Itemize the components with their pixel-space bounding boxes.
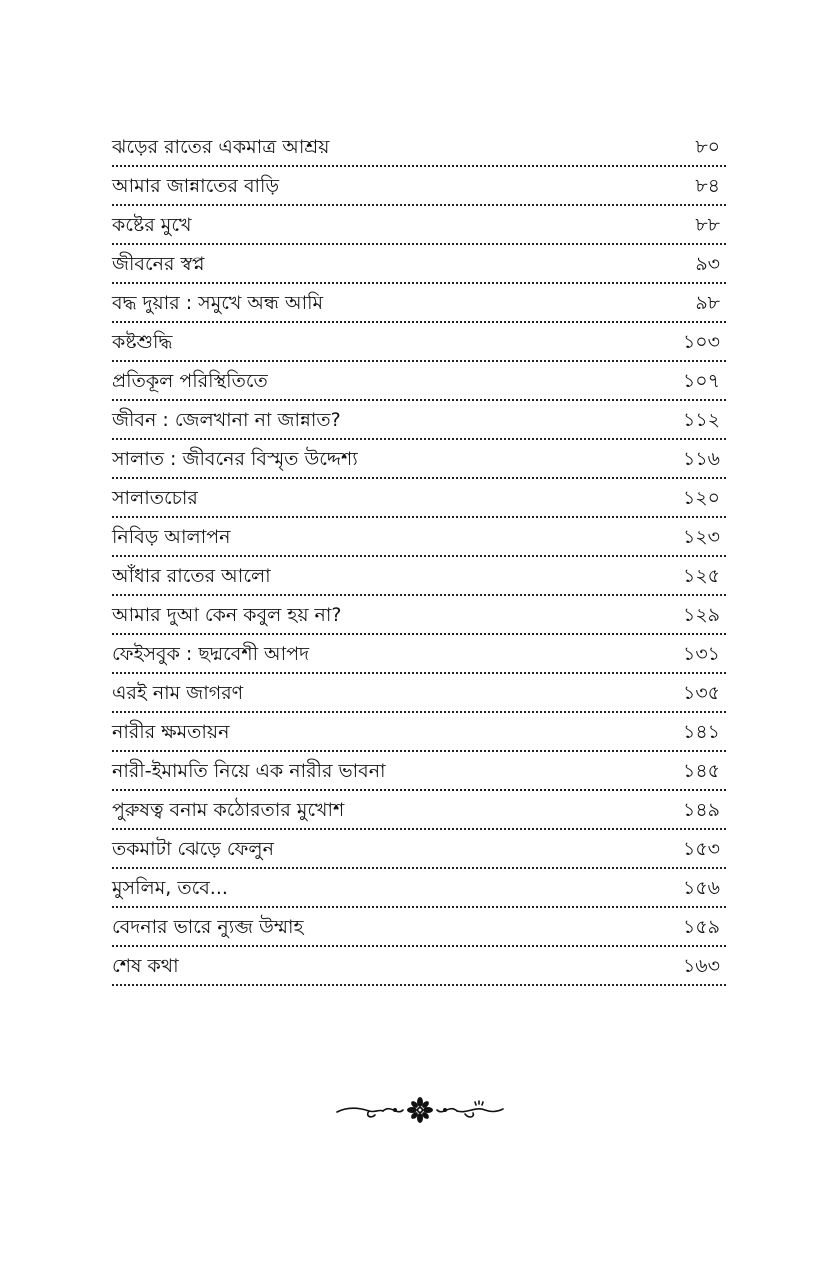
toc-entry-page: ১০৭ bbox=[682, 370, 720, 392]
toc-entry-title: প্রতিকূল পরিস্থিতিতে bbox=[112, 370, 268, 392]
toc-entry-title: সালাতচোর bbox=[112, 487, 198, 509]
toc-entry[interactable] bbox=[112, 947, 726, 986]
toc-entry[interactable] bbox=[112, 713, 726, 752]
toc-entry-title: মুসলিম, তবে... bbox=[112, 877, 228, 899]
toc-entry[interactable] bbox=[112, 323, 726, 362]
toc-entry[interactable] bbox=[112, 557, 726, 596]
toc-entry-page: ১১২ bbox=[682, 409, 720, 431]
toc-entry-title: আমার জান্নাতের বাড়ি bbox=[112, 175, 280, 197]
toc-entry[interactable] bbox=[112, 908, 726, 947]
toc-entry-title: নারীর ক্ষমতায়ন bbox=[112, 721, 230, 743]
toc-entry-page: ১৬৩ bbox=[682, 955, 720, 977]
toc-entry-title: জীবন : জেলখানা না জান্নাত? bbox=[112, 409, 341, 431]
toc-entry-page: ৮৪ bbox=[695, 175, 720, 197]
toc-entry[interactable] bbox=[112, 674, 726, 713]
toc-entry[interactable] bbox=[112, 245, 726, 284]
toc-entry-title: পুরুষত্ব বনাম কঠোরতার মুখোশ bbox=[112, 799, 345, 821]
toc-entry[interactable] bbox=[112, 869, 726, 908]
toc-entry-page: ১২৫ bbox=[682, 565, 720, 587]
toc-entry-page: ১০৩ bbox=[682, 331, 720, 353]
toc-entry-title: বেদনার ভারে ন্যুব্জ উম্মাহ bbox=[112, 916, 304, 938]
toc-entry[interactable] bbox=[112, 167, 726, 206]
toc-entry[interactable] bbox=[112, 206, 726, 245]
toc-entry-title: ঝড়ের রাতের একমাত্র আশ্রয় bbox=[112, 136, 330, 158]
toc-entry-page: ১৫৯ bbox=[683, 916, 720, 938]
toc-entry[interactable] bbox=[112, 362, 726, 401]
toc-entry-title: কষ্টের মুখে bbox=[112, 214, 192, 236]
toc-entry-page: ১৪৯ bbox=[683, 799, 720, 821]
toc-entry[interactable] bbox=[112, 284, 726, 323]
toc-entry-page: ১২৩ bbox=[682, 526, 720, 548]
toc-entry-title: কষ্টশুদ্ধি bbox=[112, 331, 173, 353]
toc-entry-title: তকমাটা ঝেড়ে ফেলুন bbox=[112, 838, 274, 860]
toc-entry[interactable] bbox=[112, 791, 726, 830]
toc-entry[interactable] bbox=[112, 401, 726, 440]
toc-entry-page: ১৫৩ bbox=[682, 838, 720, 860]
toc-entry-page: ১৪১ bbox=[683, 721, 720, 743]
toc-entry-title: সালাত : জীবনের বিস্মৃত উদ্দেশ্য bbox=[112, 448, 358, 470]
toc-entry-title: জীবনের স্বপ্ন bbox=[112, 253, 205, 275]
toc-entry[interactable] bbox=[112, 479, 726, 518]
toc-entry-page: ১২০ bbox=[682, 487, 720, 509]
table-of-contents bbox=[112, 128, 726, 986]
toc-entry[interactable] bbox=[112, 752, 726, 791]
toc-entry-page: ১২৯ bbox=[682, 604, 720, 626]
toc-entry-page: ৯৮ bbox=[695, 292, 720, 314]
toc-entry[interactable] bbox=[112, 830, 726, 869]
toc-entry[interactable] bbox=[112, 596, 726, 635]
toc-entry[interactable] bbox=[112, 635, 726, 674]
toc-entry-page: ১৩৫ bbox=[682, 682, 720, 704]
toc-entry-page: ৮০ bbox=[695, 136, 720, 158]
toc-entry-page: ১১৬ bbox=[682, 448, 720, 470]
toc-entry-title: এরই নাম জাগরণ bbox=[112, 682, 244, 704]
toc-entry[interactable] bbox=[112, 128, 726, 167]
toc-entry-title: ফেইসবুক : ছদ্মবেশী আপদ bbox=[112, 643, 310, 665]
toc-entry-title: আঁধার রাতের আলো bbox=[112, 565, 271, 587]
toc-entry-title: বদ্ধ দুয়ার : সমুখে অন্ধ আমি bbox=[112, 292, 324, 314]
toc-entry[interactable] bbox=[112, 440, 726, 479]
toc-entry-page: ১৪৫ bbox=[683, 760, 720, 782]
toc-entry-page: ১৫৬ bbox=[682, 877, 720, 899]
toc-entry-page: ৯৩ bbox=[695, 253, 720, 275]
toc-entry[interactable] bbox=[112, 518, 726, 557]
floral-divider-icon bbox=[335, 1094, 505, 1126]
toc-entry-page: ৮৮ bbox=[695, 214, 720, 236]
toc-entry-title: আমার দুআ কেন কবুল হয় না? bbox=[112, 604, 342, 626]
toc-entry-title: নিবিড় আলাপন bbox=[112, 526, 231, 548]
toc-entry-title: নারী-ইমামতি নিয়ে এক নারীর ভাবনা bbox=[112, 760, 386, 782]
toc-entry-page: ১৩১ bbox=[682, 643, 720, 665]
toc-entry-title: শেষ কথা bbox=[112, 955, 179, 977]
